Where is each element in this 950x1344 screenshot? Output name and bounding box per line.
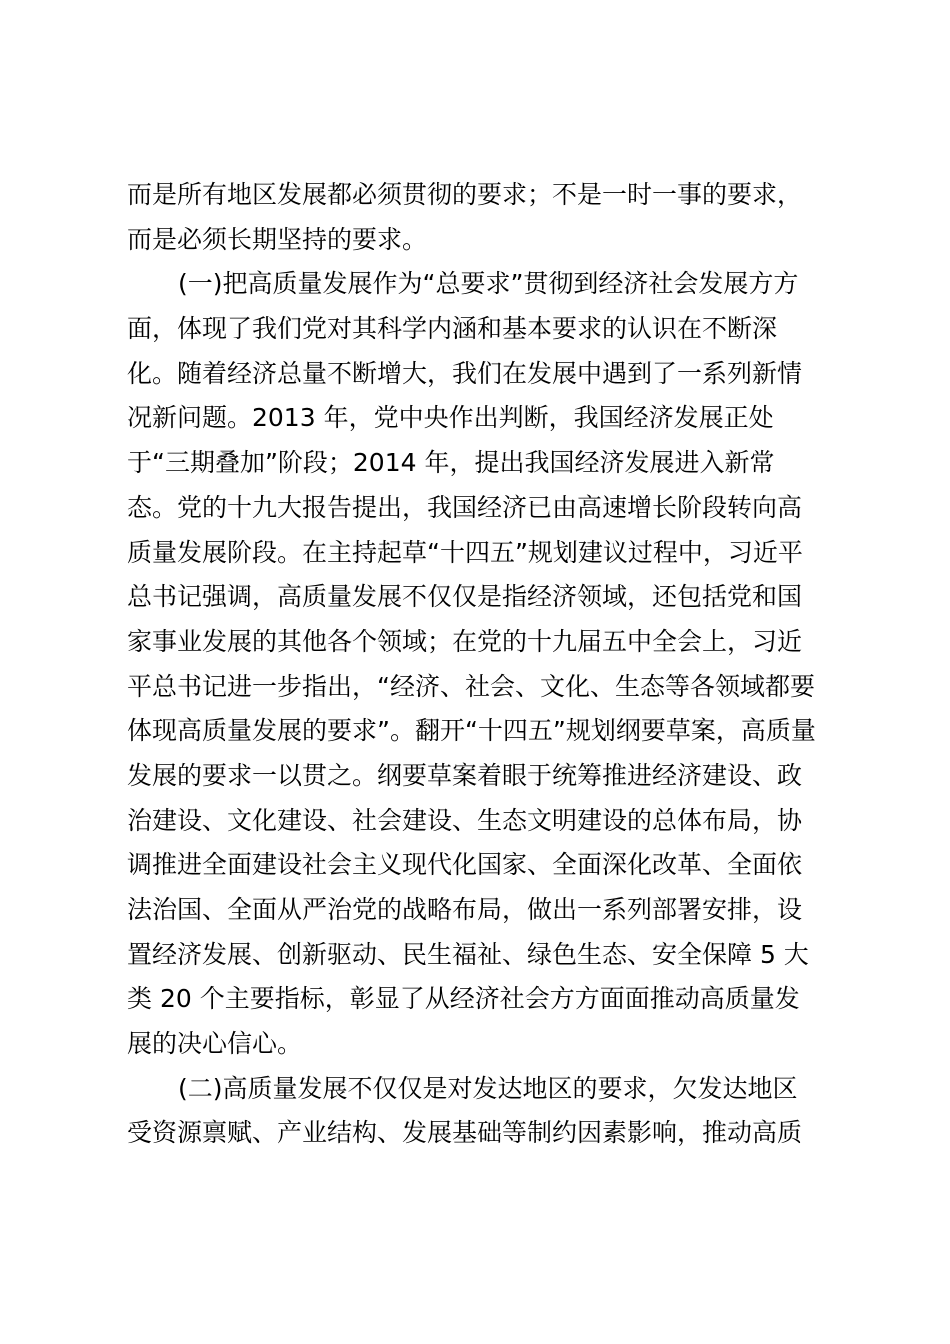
- text-line-first: (一)把高质量发展作为“总要求”贯彻到经济社会发展方方: [178, 269, 799, 299]
- text-line: 法治国、全面从严治党的战略布局，做出一系列部署安排，设: [127, 895, 803, 924]
- document-body: [127, 173, 847, 1156]
- text-line-first: (二)高质量发展不仅仅是对发达地区的要求，欠发达地区: [178, 1073, 798, 1103]
- text-line: 于“三期叠加”阶段；2014 年，提出我国经济发展进入新常: [127, 448, 775, 478]
- text-line: 家事业发展的其他各个领域；在党的十九届五中全会上，习近: [127, 626, 803, 656]
- text-line: 平总书记进一步指出，“经济、社会、文化、生态等各领域都要: [127, 671, 815, 701]
- text-line: 而是所有地区发展都必须贯彻的要求；不是一时一事的要求，: [127, 180, 803, 209]
- text-line: 调推进全面建设社会主义现代化国家、全面深化改革、全面依: [127, 850, 803, 880]
- text-line: 发展的要求一以贯之。纲要草案着眼于统筹推进经济建设、政: [127, 760, 803, 790]
- text-line: 治建设、文化建设、社会建设、生态文明建设的总体布局，协: [127, 805, 803, 835]
- paragraph-section-one: [127, 262, 847, 1066]
- text-line: 而是必须长期坚持的要求。: [127, 224, 428, 254]
- text-line: 类 20 个主要指标，彰显了从经济社会方方面面推动高质量发: [127, 984, 800, 1014]
- text-line: 总书记强调，高质量发展不仅仅是指经济领域，还包括党和国: [127, 582, 803, 612]
- text-line: 受资源禀赋、产业结构、发展基础等制约因素影响，推动高质: [127, 1118, 803, 1148]
- text-line: 面，体现了我们党对其科学内涵和基本要求的认识在不断深: [127, 314, 778, 344]
- text-line: 化。随着经济总量不断增大，我们在发展中遇到了一系列新情: [127, 358, 803, 388]
- paragraph-continuation: [127, 173, 847, 262]
- text-line: 体现高质量发展的要求”。翻开“十四五”规划纲要草案，高质量: [127, 716, 816, 746]
- text-line: 置经济发展、创新驱动、民生福祉、绿色生态、安全保障 5 大: [127, 939, 809, 969]
- paragraph-section-two: [127, 1067, 847, 1156]
- text-line: 展的决心信心。: [127, 1029, 303, 1059]
- text-line: 态。党的十九大报告提出，我国经济已由高速增长阶段转向高: [127, 492, 803, 522]
- text-line: 质量发展阶段。在主持起草“十四五”规划建议过程中，习近平: [127, 537, 803, 567]
- text-line: 况新问题。2013 年，党中央作出判断，我国经济发展正处: [127, 403, 774, 433]
